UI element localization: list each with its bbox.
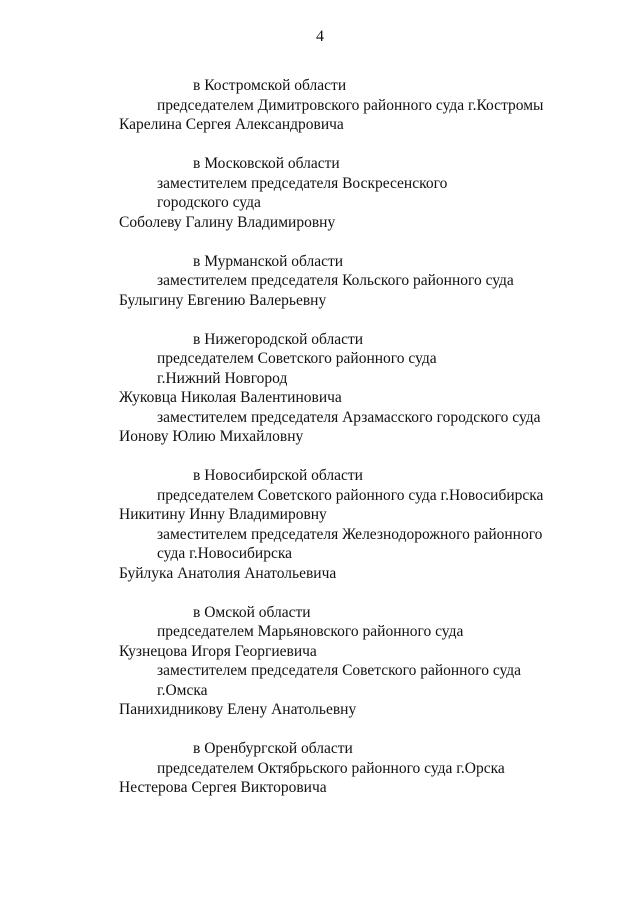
appointee-name: Нестерова Сергея Викторовича bbox=[119, 779, 327, 796]
appointee-name: Панихидникову Елену Анатольевну bbox=[119, 701, 357, 718]
region-heading: в Новосибирской области bbox=[193, 467, 363, 484]
region-block bbox=[0, 330, 640, 447]
position-line: заместителем председателя Кольского районного суда bbox=[157, 272, 514, 289]
position-line: суда г.Новосибирска bbox=[157, 545, 293, 562]
region-heading: в Нижегородской области bbox=[193, 330, 364, 348]
region-block bbox=[0, 466, 640, 583]
position-line: председателем Октябрьского районного суда г.Орска bbox=[157, 759, 505, 777]
page-number: 4 bbox=[316, 28, 324, 45]
appointee-name: Карелина Сергея Александровича bbox=[119, 116, 344, 133]
appointments-list bbox=[0, 76, 640, 817]
region-heading: в Московской области bbox=[193, 155, 340, 172]
region-heading: в Оренбургской области bbox=[193, 740, 353, 757]
region-block bbox=[0, 739, 640, 798]
region-block bbox=[0, 76, 640, 135]
position-line: заместителем председателя Воскресенского bbox=[157, 174, 448, 192]
position-line: заместителем председателя Арзамасского городского суда bbox=[157, 408, 541, 426]
position-line: г.Нижний Новгород bbox=[157, 369, 288, 387]
position-line: председателем Советского районного суда bbox=[157, 350, 437, 367]
region-heading: в Костромской области bbox=[193, 77, 347, 94]
appointee-name: Ионову Юлию Михайловну bbox=[119, 428, 304, 445]
position-line: председателем Советского районного суда г.Новосибирска bbox=[157, 486, 544, 504]
position-line: г.Омска bbox=[157, 681, 208, 699]
region-heading: в Мурманской области bbox=[193, 252, 344, 270]
region-block bbox=[0, 154, 640, 232]
position-line: председателем Димитровского районного суда г.Костромы bbox=[157, 96, 544, 114]
position-line: городского суда bbox=[157, 194, 261, 211]
region-block bbox=[0, 252, 640, 311]
appointee-name: Кузнецова Игоря Георгиевича bbox=[119, 642, 317, 660]
appointee-name: Соболеву Галину Владимировну bbox=[119, 213, 336, 231]
appointee-name: Никитину Инну Владимировну bbox=[119, 506, 327, 523]
region-block bbox=[0, 603, 640, 720]
position-line: заместителем председателя Железнодорожного районного bbox=[157, 525, 543, 543]
position-line: заместителем председателя Советского районного суда bbox=[157, 662, 522, 679]
appointee-name: Буйлука Анатолия Анатольевича bbox=[119, 564, 337, 582]
appointee-name: Булыгину Евгению Валерьевну bbox=[119, 291, 327, 309]
appointee-name: Жуковца Николая Валентиновича bbox=[119, 389, 342, 406]
position-line: председателем Марьяновского районного суда bbox=[157, 623, 464, 640]
region-heading: в Омской области bbox=[193, 603, 311, 621]
